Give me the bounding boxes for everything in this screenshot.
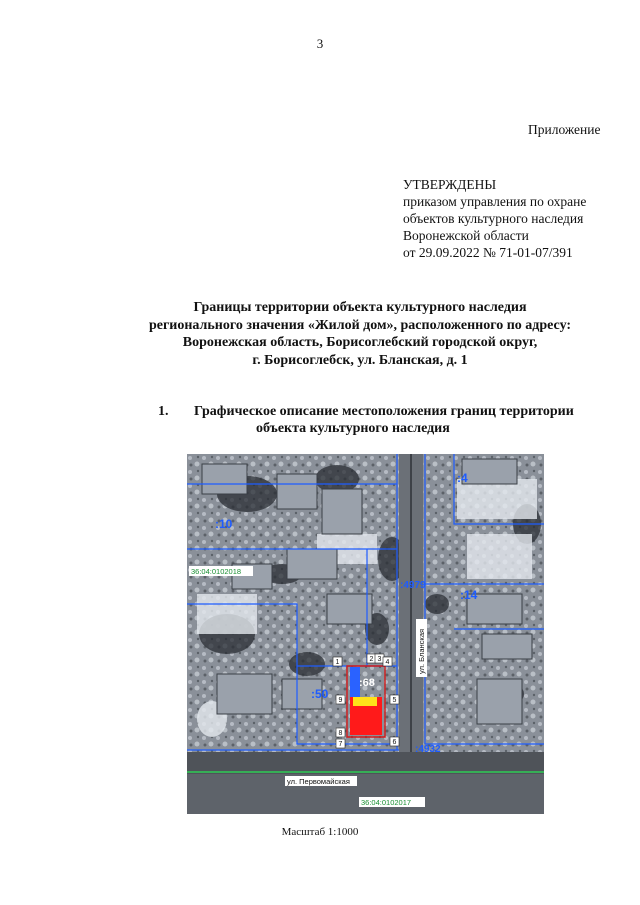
road-shoulder (187, 774, 544, 814)
boundary-point-1: 1 (335, 659, 340, 666)
section-number: 1. (158, 404, 169, 419)
approval-date-number: от 29.09.2022 № 71-01-07/391 (403, 245, 573, 260)
quarter-label-top: 36:04:0102018 (191, 567, 242, 576)
approval-heading: УТВЕРЖДЕНЫ (403, 177, 497, 192)
boundary-point-6: 6 (392, 739, 397, 746)
parcel-label-14: :14 (460, 588, 478, 602)
boundary-point-2: 2 (369, 656, 374, 663)
approval-block (403, 176, 586, 261)
road-code-horizontal: :4932 (415, 744, 441, 755)
appendix-label: Приложение (528, 122, 601, 137)
section-title-line: объекта культурного наследия (256, 421, 450, 436)
approval-line: Воронежской области (403, 228, 529, 243)
boundary-point-9: 9 (338, 697, 343, 704)
boundary-point-8: 8 (338, 730, 343, 737)
parcel-label-4: :4 (457, 471, 468, 485)
scale-caption: Масштаб 1:1000 (281, 826, 359, 838)
title-line: г. Борисоглебск, ул. Бланская, д. 1 (252, 352, 468, 368)
document-title (80, 299, 640, 369)
street-label-blanskaya: ул. Бланская (417, 628, 426, 674)
boundary-point-4: 4 (385, 659, 390, 666)
parcel-label-50: :50 (311, 687, 329, 701)
title-line: Границы территории объекта культурного наследия (193, 300, 527, 315)
quarter-label-bottom: 36:04:0102017 (361, 798, 412, 807)
cadastral-map (187, 454, 544, 814)
boundary-point-5: 5 (392, 697, 397, 704)
boundary-point-7: 7 (338, 741, 343, 748)
parcel-label-68: :68 (359, 677, 375, 689)
approval-line: объектов культурного наследия (403, 211, 584, 226)
parcel-label-10: :10 (215, 517, 233, 531)
title-line: регионального значения «Жилой дом», расположенного по адресу: (148, 317, 572, 333)
title-line: Воронежская область, Борисоглебский городской округ, (182, 335, 538, 350)
section-title-line: Графическое описание местоположения границ территории (194, 404, 574, 419)
approval-line: приказом управления по охране (403, 194, 587, 209)
road-pervomayskaya (187, 752, 544, 774)
heritage-annex-yellow (353, 697, 377, 706)
road-code-vertical: :4979 (400, 580, 426, 591)
street-label-pervomayskaya: ул. Первомайская (287, 777, 350, 786)
boundary-point-3: 3 (377, 656, 382, 663)
page-number: 3 (316, 36, 324, 51)
